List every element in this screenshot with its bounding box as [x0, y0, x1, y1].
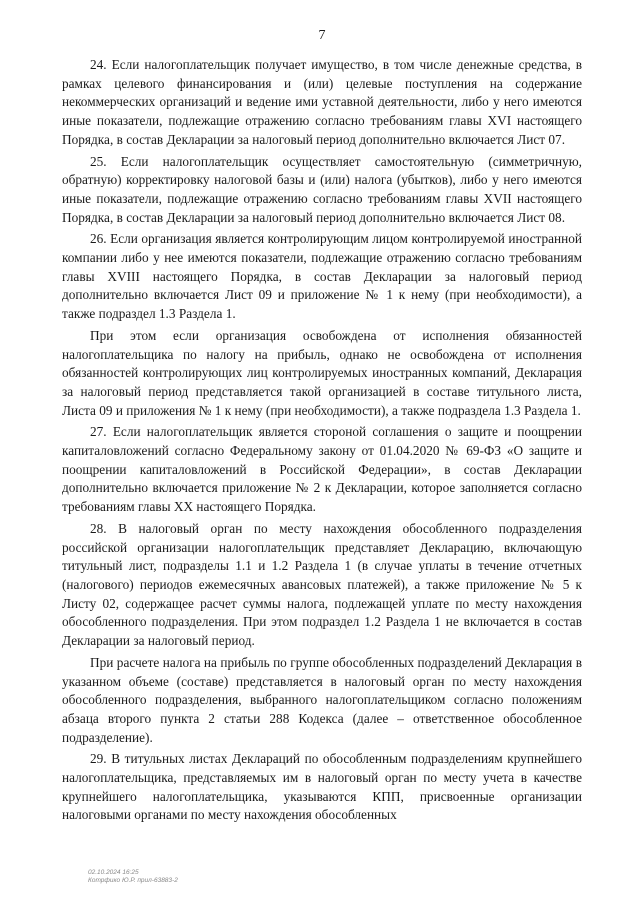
page-number: 7: [318, 28, 326, 43]
paragraph-26-note: При этом если организация освобождена от исполнения обязанностей налогоплательщика по налогу на прибыль, однако не освобождена от исполнения обязанностей контролирующих лиц контролируемых иностранных компаний, Декларация за налоговый период представляется такой организацией в составе титульного листа, Листа 09 и приложения № 1 к нему (при необходимости), а также подраздела 1.3 Раздела 1.: [62, 327, 582, 418]
paragraph-28-note: При расчете налога на прибыль по группе обособленных подразделений Декларация в указанном объеме (составе) представляется в налоговый орган по месту нахождения обособленного подразделения, выбранного налогоплательщиком согласно положениям абзаца второго пункта 2 статьи 288 Кодекса (далее – ответственное обособленное подразделение).: [62, 654, 582, 745]
footer-timestamp: 02.10.2024 16:25: [88, 869, 139, 876]
paragraph-24: 24. Если налогоплательщик получает имущество, в том числе денежные средства, в рамках целевого финансирования и (или) целевые поступления на содержание некоммерческих организаций и ведение ими уставной деятельности, либо у него имеются иные показатели, подлежащие отражению согласно требованиям главы XVI настоящего Порядка, в состав Декларации за налоговый период дополнительно включается Лист 07.: [62, 57, 582, 147]
document-body: [62, 56, 582, 825]
paragraph-26: 26. Если организация является контролирующим лицом контролируемой иностранной компании либо у нее имеются показатели, подлежащие отражению согласно требованиям главы XVIII настоящего Порядка, в состав Декларации за налоговый период дополнительно включается Лист 09 и приложение № 1 к нему (при необходимости), а также подраздел 1.3 Раздела 1.: [62, 231, 582, 322]
paragraph-29: 29. В титульных листах Деклараций по обособленным подразделениям крупнейшего налогоплательщика, представляемых им в налоговый орган по месту учета в качестве крупнейшего налогоплательщика, указываются КПП, присвоенные организации налоговыми органами по месту нахождения обособленных: [62, 751, 582, 823]
footer-reference: Котрфико Ю.Р. прил-63883-2: [88, 877, 178, 884]
paragraph-28: 28. В налоговый орган по месту нахождения обособленного подразделения российской организации налогоплательщик представляет Декларацию, включающую титульный лист, подразделы 1.1 и 1.2 Раздела 1 (в случае уплаты в течение отчетных (налогового) периодов ежемесячных авансовых платежей), а также приложение № 5 к Листу 02, содержащее расчет суммы налога, подлежащей уплате по месту нахождения обособленного подразделения. При этом подраздел 1.2 Раздела 1 не включается в состав Декларации за налоговый период.: [62, 520, 582, 649]
document-footer: [88, 869, 178, 885]
paragraph-27: 27. Если налогоплательщик является стороной соглашения о защите и поощрении капиталовложений согласно Федеральному закону от 01.04.2020 № 69-ФЗ «О защите и поощрении капиталовложений в Российской Федерации», в состав Декларации дополнительно включается приложение № 2 к Декларации, которое заполняется согласно требованиям главы XX настоящего Порядка.: [62, 424, 582, 515]
paragraph-25: 25. Если налогоплательщик осуществляет самостоятельную (симметричную, обратную) корректировку налоговой базы и (или) налога (убытков), либо у него имеются иные показатели, подлежащие отражению согласно требованиям главы XVII настоящего Порядка, в состав Декларации за налоговый период дополнительно включается Лист 08.: [62, 153, 582, 225]
